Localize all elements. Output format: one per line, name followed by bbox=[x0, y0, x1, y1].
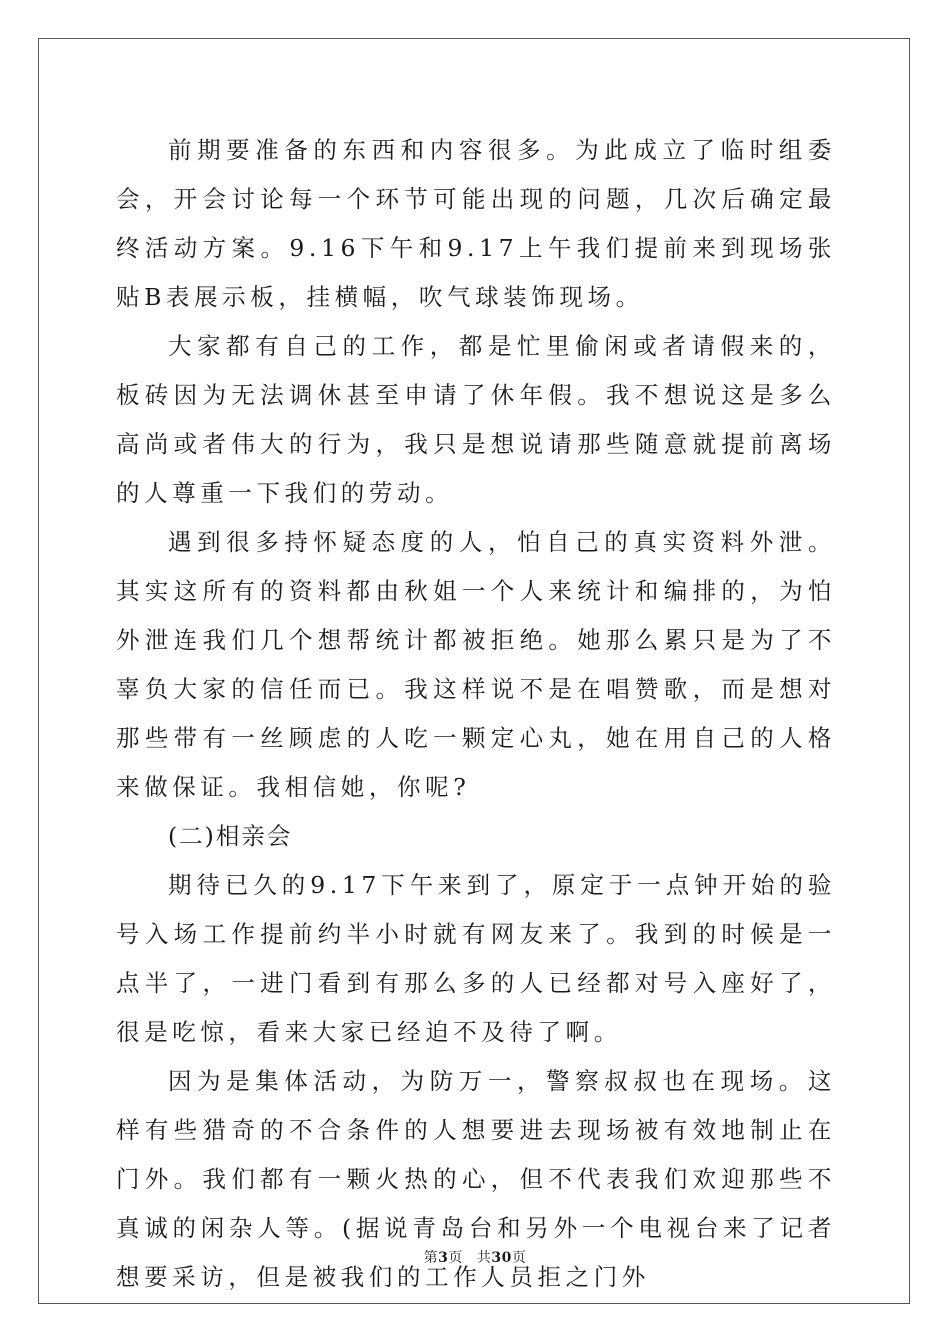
footer-total-suffix: 页 bbox=[511, 1250, 527, 1266]
footer-page-suffix: 页 bbox=[448, 1250, 463, 1266]
paragraph-volunteers: 大家都有自己的工作，都是忙里偷闲或者请假来的，板砖因为无法调休甚至申请了休年假。我不想说这是多么高尚或者伟大的行为，我只是想说请那些随意就提前离场的人尊重一下我们的劳动。 bbox=[116, 332, 836, 507]
footer-total-prefix: 共 bbox=[476, 1250, 492, 1266]
document-body bbox=[116, 126, 836, 1302]
paragraph-privacy: 遇到很多持怀疑态度的人，怕自己的真实资料外泄。其实这所有的资料都由秋姐一个人来统计和编排的，为怕外泄连我们几个想帮统计都被拒绝。她那么累只是为了不辜负大家的信任而已。我这样说不是在唱赞歌，而是想对那些带有一丝顾虑的人吃一颗定心丸，她在用自己的人格来做保证。我相信她，你呢? bbox=[116, 528, 836, 801]
section-heading-matchmaking: (二)相亲会 bbox=[168, 822, 293, 850]
paragraph-preparation: 前期要准备的东西和内容很多。为此成立了临时组委会，开会讨论每一个环节可能出现的问题，几次后确定最终活动方案。9.16下午和9.17上午我们提前来到现场张贴B表展示板，挂横幅，吹气球装饰现场。 bbox=[116, 136, 836, 311]
footer-current-page: 3 bbox=[438, 1250, 449, 1266]
page-footer bbox=[0, 1247, 950, 1267]
footer-total-pages: 30 bbox=[491, 1250, 512, 1266]
paragraph-event-start: 期待已久的9.17下午来到了，原定于一点钟开始的验号入场工作提前约半小时就有网友来了。我到的时候是一点半了，一进门看到有那么多的人已经都对号入座好了，很是吃惊，看来大家已经迫不及待了啊。 bbox=[116, 871, 836, 1046]
footer-page-prefix: 第 bbox=[423, 1250, 439, 1266]
paragraph-security: 因为是集体活动，为防万一，警察叔叔也在现场。这样有些猎奇的不合条件的人想要进去现场被有效地制止在门外。我们都有一颗火热的心，但不代表我们欢迎那些不真诚的闲杂人等。(据说青岛台和另外一个电视台来了记者想要采访，但是被我们的工作人员拒之门外 bbox=[116, 1067, 836, 1291]
